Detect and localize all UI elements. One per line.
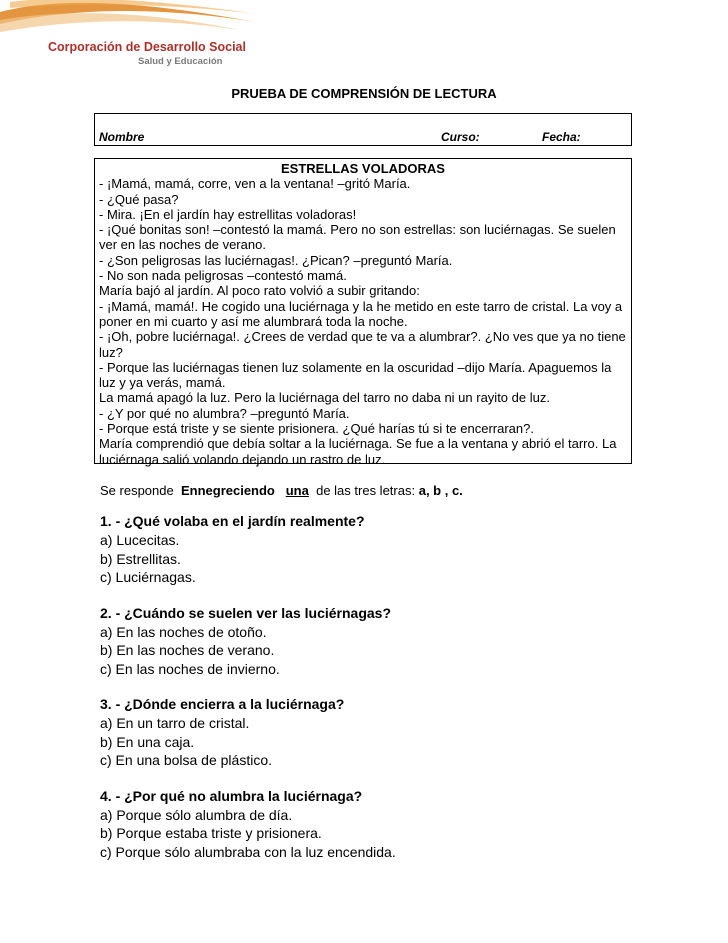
instructions-prefix: Se responde (100, 483, 174, 498)
story-line: La mamá apagó la luz. Pero la luciérnaga del tarro no daba ni un rayito de luz. (99, 390, 550, 406)
org-subtitle: Salud y Educación (138, 56, 223, 67)
story-line: - Porque está triste y se siente prisionera. ¿Qué harías tú si te encerraran?. (99, 421, 534, 437)
story-line: - ¡Qué bonitas son! –contestó la mamá. Pero no son estrellas: son luciérnagas. Se suelen ver en las noches de verano. (99, 222, 616, 253)
story-line: - ¿Qué pasa? (99, 191, 179, 207)
story-line: - ¡Mamá, mamá, corre, ven a la ventana! –gritó María. (99, 176, 411, 192)
answer-option: c) En una bolsa de plástico. (100, 752, 272, 768)
question (100, 695, 660, 770)
story-line: - Mira. ¡En el jardín hay estrellitas voladoras! (99, 206, 357, 222)
answer-option: b) En una caja. (100, 733, 195, 750)
question (100, 512, 660, 587)
answer-option: b) Porque estaba triste y prisionera. (100, 825, 322, 841)
org-name: Corporación de Desarrollo Social (48, 40, 246, 54)
story-line: - ¡Oh, pobre luciérnaga!. ¿Crees de verdad que te va a alumbrar?. ¿No ves que ya no tiene luz? (99, 329, 626, 360)
question (100, 787, 660, 862)
answer-option: a) En un tarro de cristal. (100, 715, 250, 731)
answer-option: c) Luciérnagas. (100, 569, 196, 585)
fecha-label: Fecha: (542, 130, 581, 144)
answer-option: a) Lucecitas. (100, 532, 180, 548)
question (100, 604, 660, 679)
instructions-bold: Ennegreciendo (180, 483, 275, 498)
questions-list (100, 512, 660, 878)
story-line: María comprendió que debía soltar a la luciérnaga. Se fue a la ventana y abrió el tarro. La luciérnaga salió volando dejando un rastro de luz. (99, 436, 617, 467)
question-title: 3. - ¿Dónde encierra a la luciérnaga? (100, 696, 345, 712)
instructions-underlined: una (285, 483, 309, 498)
story-line: - ¿Y por qué no alumbra? –preguntó María. (99, 405, 350, 421)
question-title: 2. - ¿Cuándo se suelen ver las luciérnagas? (100, 604, 391, 621)
reading-passage (94, 158, 632, 467)
story-line: - Porque las luciérnagas tienen luz solamente en la oscuridad –dijo María. Apaguemos la luz y ya verás, mamá. (99, 359, 612, 391)
curso-label: Curso: (441, 130, 480, 144)
story-line: - ¿Son peligrosas las luciérnagas!. ¿Pican? –preguntó María. (99, 252, 453, 268)
question-title: 1. - ¿Qué volaba en el jardín realmente? (100, 513, 365, 529)
answer-option: a) Porque sólo alumbra de día. (100, 806, 293, 823)
story-line: María bajó al jardín. Al poco rato volvió a subir gritando: (99, 283, 420, 299)
instructions (100, 483, 463, 498)
nombre-label: Nombre (99, 130, 145, 144)
student-info-box (94, 113, 632, 146)
story-title: ESTRELLAS VOLADORAS (281, 161, 445, 176)
instructions-letters: a, b , c. (418, 483, 463, 498)
page-title: PRUEBA DE COMPRENSIÓN DE LECTURA (231, 86, 497, 101)
question-title: 4. - ¿Por qué no alumbra la luciérnaga? (100, 787, 363, 804)
answer-option: b) En las noches de verano. (100, 642, 275, 658)
answer-option: c) Porque sólo alumbraba con la luz encendida. (100, 843, 396, 860)
organization-logo (0, 0, 260, 78)
answer-option: a) En las noches de otoño. (100, 623, 267, 640)
instructions-middle: de las tres letras: (316, 483, 416, 498)
answer-option: b) Estrellitas. (100, 550, 181, 567)
story-line: - No son nada peligrosas –contestó mamá. (99, 268, 347, 284)
answer-option: c) En las noches de invierno. (100, 660, 280, 677)
logo-swoosh-icon (0, 0, 260, 40)
story-line: - ¡Mamá, mamá!. He cogido una luciérnaga y la he metido en este tarro de cristal. La voy a poner en mi cuarto y así me alumbrará toda la noche. (99, 298, 623, 329)
